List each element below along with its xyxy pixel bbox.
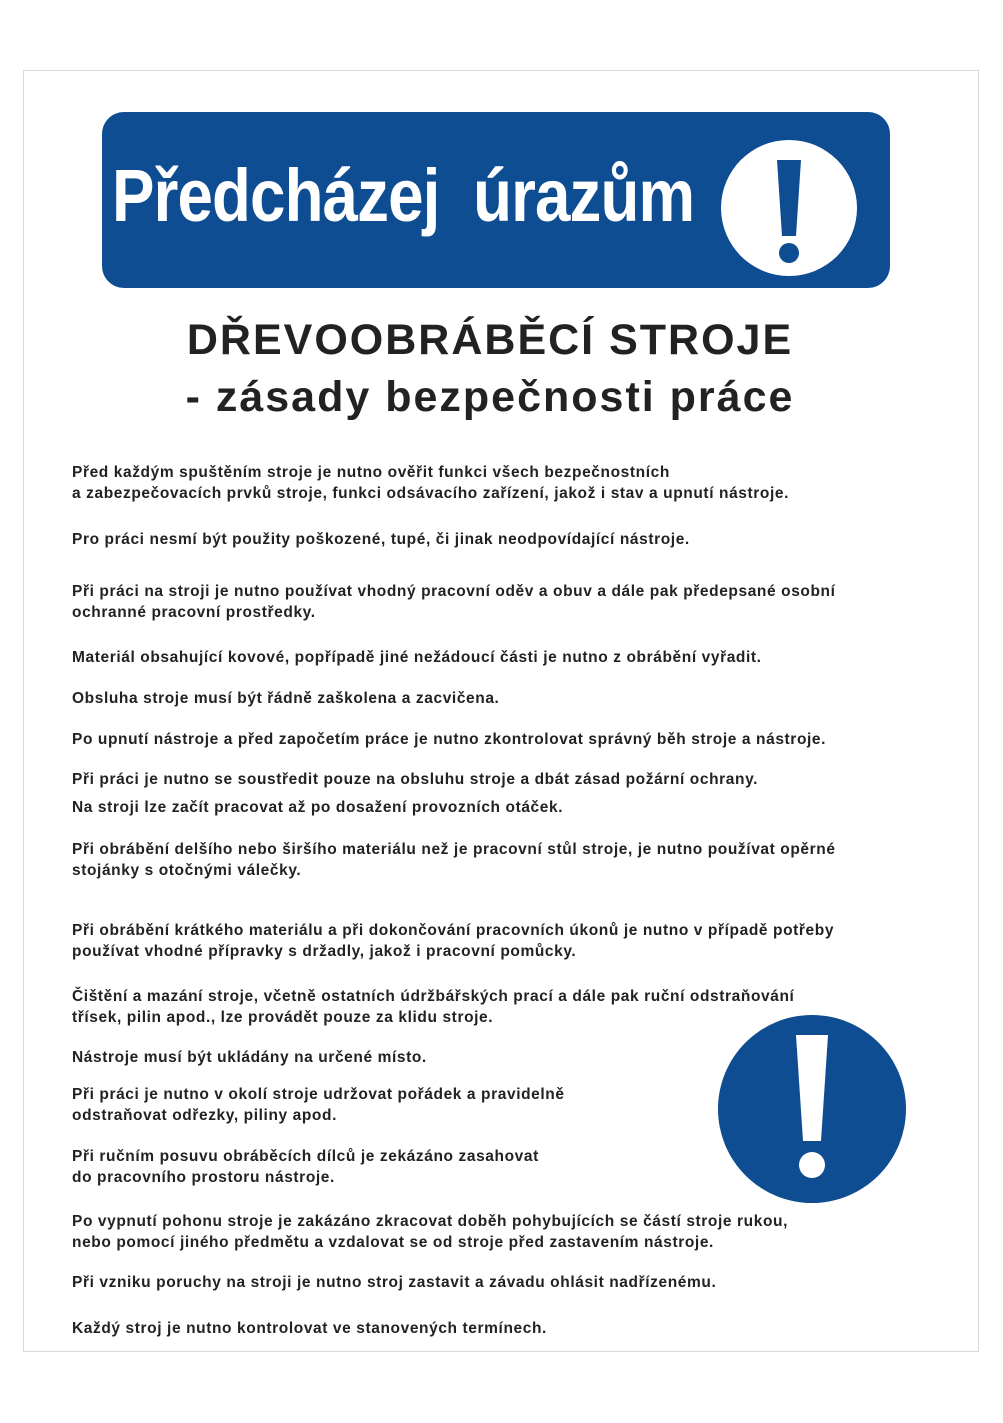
rule-item: Obsluha stroje musí být řádně zaškolena a zacvičena. [72, 690, 500, 707]
rule-item: Každý stroj je nutno kontrolovat ve stanovených termínech. [72, 1320, 547, 1337]
rule-item: Po vypnutí pohonu stroje je zakázáno zkracovat doběh pohybujících se částí stroje rukou, nebo pomocí jiného předmětu a vzdalovat se od stroje před zastavením nástroje. [72, 1213, 788, 1251]
rule-item: Při vzniku poruchy na stroji je nutno stroj zastavit a závadu ohlásit nadřízenému. [72, 1274, 717, 1291]
rule-item: Při obrábění krátkého materiálu a při dokončování pracovních úkonů je nutno v případě potřeby používat vhodné přípravky s držadly, jakož i pracovní pomůcky. [72, 922, 835, 960]
rule-item: Při práci je nutno se soustředit pouze na obsluhu stroje a dbát zásad požární ochrany. [72, 771, 759, 788]
page-subtitle: - zásady bezpečnosti práce [185, 373, 795, 421]
rule-item: Pro práci nesmí být použity poškozené, tupé, či jinak neodpovídající nástroje. [72, 531, 690, 548]
mandatory-exclamation-icon [718, 1015, 906, 1203]
rule-item: Před každým spuštěním stroje je nutno ověřit funkci všech bezpečnostních a zabezpečovacích prvků stroje, funkci odsávacího zařízení, jakož i stav a upnutí nástroje. [72, 464, 790, 502]
title-banner [102, 112, 890, 288]
rule-item: Čištění a mazání stroje, včetně ostatních údržbářských prací a dále pak ruční odstraňování třísek, pilin apod., lze provádět pouze za klidu stroje. [72, 988, 795, 1026]
rule-item: Po upnutí nástroje a před započetím práce je nutno zkontrolovat správný běh stroje a nástroje. [72, 731, 827, 748]
rule-item: Na stroji lze začít pracovat až po dosažení provozních otáček. [72, 799, 564, 816]
rule-item: Při obrábění delšího nebo širšího materiálu než je pracovní stůl stroje, je nutno používat opěrné stojánky s otočnými válečky. [72, 841, 836, 879]
rule-item: Při práci je nutno v okolí stroje udržovat pořádek a pravidelně odstraňovat odřezky, piliny apod. [72, 1086, 565, 1124]
banner-title: Předcházej úrazům [112, 154, 695, 237]
rule-item: Nástroje musí být ukládány na určené místo. [72, 1049, 427, 1066]
exclamation-icon [721, 140, 857, 276]
rule-item: Při ručním posuvu obráběcích dílců je zekázáno zasahovat do pracovního prostoru nástroje. [72, 1148, 539, 1186]
rule-item: Materiál obsahující kovové, popřípadě jiné nežádoucí části je nutno z obrábění vyřadit. [72, 649, 762, 666]
page-title: DŘEVOOBRÁBĚCÍ STROJE [186, 316, 794, 364]
rule-item: Při práci na stroji je nutno používat vhodný pracovní oděv a obuv a dále pak předepsané osobní ochranné pracovní prostředky. [72, 583, 836, 621]
